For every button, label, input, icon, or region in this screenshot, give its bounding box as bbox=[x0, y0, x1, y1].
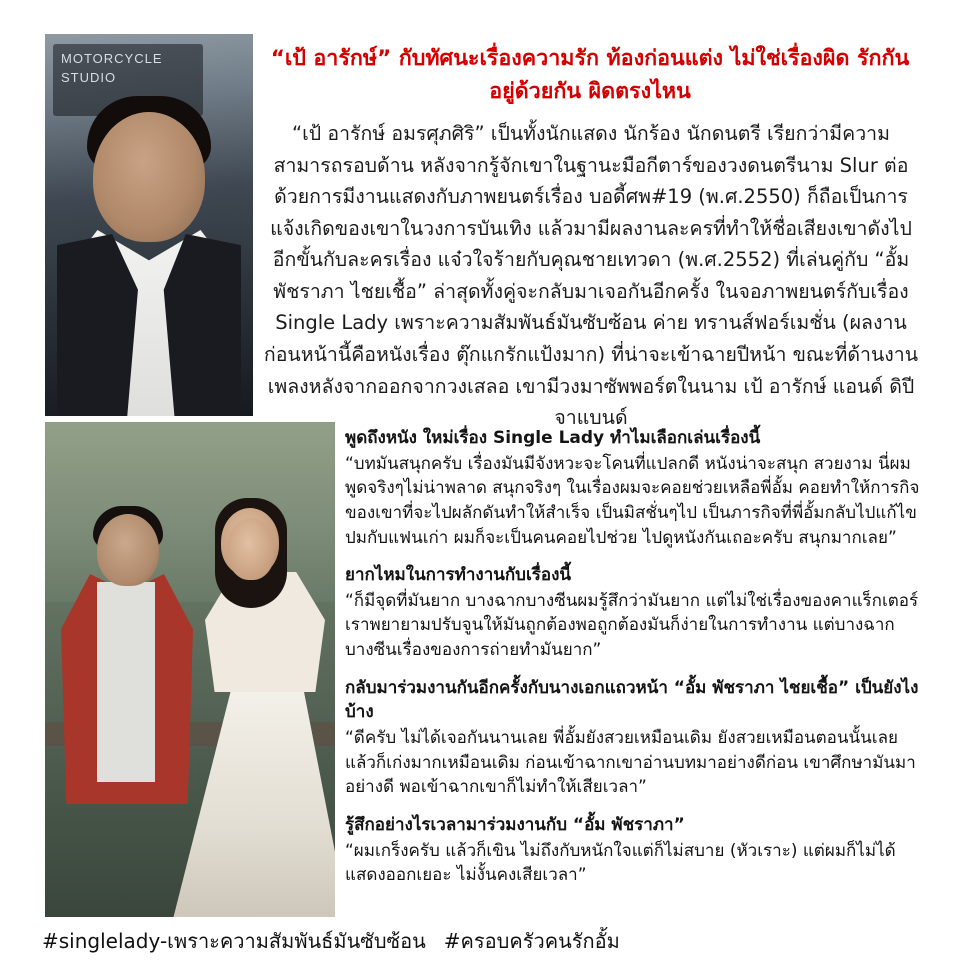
interview-answer-1: “บทมันสนุกครับ เรื่องมันมีจังหวะจะโคนที่แปลกดี หนังน่าจะสนุก สวยงาม นี่ผมพูดจริงๆไม่น่าพลาด สนุกจริงๆ ในเรื่องผมจะคอยช่วยเหลือพี่อั้ม คอยทำให้การกิจของเขาที่จะไปผลักดันทำให้สำเร็จ เป็นมิสชั่นๆไป เป็นภารกิจที่พี่อั้มกลับไปแก้ไขปมกับแฟนเก่า ผมก็จะเป็นคนคอยไปช่วย ไปดูหนังกันเถอะครับ สนุกมากเลย” bbox=[345, 453, 920, 548]
hashtag-singlelady[interactable]: #singlelady-เพราะความสัมพันธ์มันซับซ้อน bbox=[42, 929, 426, 953]
interview-question-2: ยากไหมในการทำงานกับเรื่องนี้ bbox=[345, 565, 572, 586]
article-lead-paragraph: “เป้ อารักษ์ อมรศุภศิริ” เป็นทั้งนักแสดง นักร้อง นักดนตรี เรียกว่ามีความสามารถรอบด้าน หลังจากรู้จักเขาในฐานะมือกีตาร์ของวงดนตรีนาม Slur ต่อด้วยการมีงานแสดงกับภาพยนตร์เรื่อง บอดี้ศพ#19 (พ.ศ.2550) ก็ถือเป็นการแจ้งเกิดของเขาในวงการบันเทิง แล้วมามีผลงานละครที่ทำให้ชื่อเสียงเขาดังไปอีกขั้นกับละครเรื่อง แจ๋วใจร้ายกับคุณชายเทวดา (พ.ศ.2552) ที่เล่นคู่กับ “อั้ม พัชราภา ไชยเชื้อ” ล่าสุดทั้งคู่จะกลับมาเจอกันอีกครั้ง ในจอภาพยนตร์กับเรื่อง Single Lady เพราะความสัมพันธ์มันซับซ้อน ค่าย ทรานส์ฟอร์เมชั่น (ผลงานก่อนหน้านี้คือหนังเรื่อง ตุ๊กแกรักแป้งมาก) ที่น่าจะเข้าฉายปีหน้า ขณะที่ด้านงานเพลงหลังจากออกจากวงเสลอ เขามีวงมาซัพพอร์ตในนาม เป้ อารักษ์ แอนด์ ดิปีจาแบนด์ bbox=[263, 122, 919, 430]
interview-question-3: กลับมาร่วมงานกันอีกครั้งกับนางเอกแถวหน้า “อั้ม พัชราภา ไชยเชื้อ” เป็นยังไงบ้าง bbox=[345, 677, 919, 723]
interview-answer-3: “ดีครับ ไม่ได้เจอกันนานเลย พี่อั้มยังสวยเหมือนเดิม ยังสวยเหมือนตอนนั้นเลย แล้วก็เก่งมากเหมือนเดิม ก่อนเข้าฉากเขาอ่านบทมาอย่างดีก่อน เขาศึกษามันมาอย่างดี พอเข้าฉากเขาก็ไม่ทำให้เสียเวลา” bbox=[345, 728, 916, 798]
couple-photo-man-shirt bbox=[97, 582, 155, 782]
interview-section bbox=[345, 426, 920, 901]
top-section bbox=[0, 0, 960, 430]
couple-photo-woman-face bbox=[227, 518, 275, 580]
hashtag-family-aum[interactable]: #ครอบครัวคนรักอั้ม bbox=[443, 929, 620, 953]
couple-photo bbox=[45, 422, 335, 917]
couple-photo-man-head bbox=[97, 514, 159, 586]
interview-answer-2: “ก็มีจุดที่มันยาก บางฉากบางซีนผมรู้สึกว่ามันยาก แต่ไม่ใช่เรื่องของคาแร็กเตอร์ เราพยายามปรับจูนให้มันถูกต้องพอถูกต้องมันก็ง่ายในการทำงาน แต่บางฉากบางซีนเรื่องของการถ่ายทำมันยาก” bbox=[345, 590, 919, 661]
article-headline: “เป้ อารักษ์” กับทัศนะเรื่องความรัก ท้องก่อนแต่ง ไม่ใช่เรื่องผิด รักกันอยู่ด้วยกัน ผิดตรงไหน bbox=[270, 46, 910, 105]
hashtag-row bbox=[42, 925, 922, 957]
interview-question-4: รู้สึกอย่างไรเวลามาร่วมงานกับ “อั้ม พัชราภา” bbox=[345, 814, 685, 835]
interview-question-1: พูดถึงหนัง ใหม่เรื่อง Single Lady ทำไมเลือกเล่นเรื่องนี้ bbox=[345, 428, 761, 448]
studio-sign-text: MOTORCYCLE STUDIO bbox=[53, 44, 203, 116]
portrait-head-shape bbox=[93, 112, 205, 242]
couple-photo-woman-skirt bbox=[173, 684, 335, 917]
interview-answer-4: “ผมเกร็งครับ แล้วก็เขิน ไม่ถึงกับหนักใจแต่ก็ไม่สบาย (หัวเราะ) แต่ผมก็ไม่ได้แสดงออกเยอะ ไม่งั้นคงเสียเวลา” bbox=[345, 840, 896, 886]
portrait-photo bbox=[45, 34, 253, 416]
